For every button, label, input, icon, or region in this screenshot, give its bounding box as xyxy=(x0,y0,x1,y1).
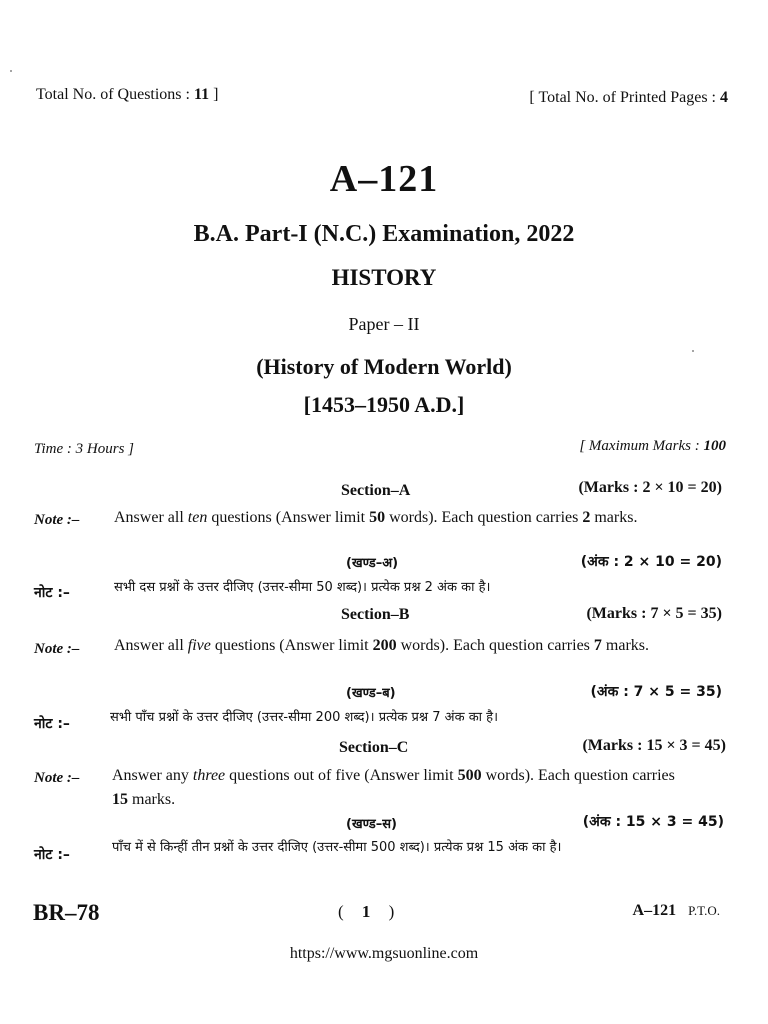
total-pages-bracket: [ xyxy=(529,89,535,106)
section-b-title-hindi: (खण्ड–ब) xyxy=(346,686,396,701)
website-url: https://www.mgsuonline.com xyxy=(289,945,479,962)
note-marks: 15 xyxy=(112,791,128,808)
note-text: marks. xyxy=(590,509,638,526)
total-questions xyxy=(36,86,218,104)
note-word-limit: 500 xyxy=(457,767,482,784)
footer-paper-code-value: A–121 xyxy=(632,902,677,919)
section-c-note-label: Note :– xyxy=(34,770,80,786)
section-a-note xyxy=(114,506,694,530)
note-text: Answer all xyxy=(114,509,188,526)
note-text: marks. xyxy=(128,791,176,808)
page-number xyxy=(338,902,394,922)
note-word-limit: 50 xyxy=(369,509,386,526)
section-b-note-label: Note :– xyxy=(34,641,80,657)
section-a-marks-hindi: (अंक : 2 × 10 = 20) xyxy=(580,554,722,570)
page-number-open: ( xyxy=(338,902,344,921)
note-text: words). Each question carries xyxy=(396,637,594,654)
note-word-limit: 200 xyxy=(372,637,397,654)
paper-title: (History of Modern World) xyxy=(256,354,512,379)
note-text: words). Each question carries xyxy=(481,767,675,784)
note-marks: 7 xyxy=(593,637,602,654)
note-text: questions (Answer limit xyxy=(207,509,370,526)
maximum-marks-label: [ Maximum Marks : xyxy=(579,438,700,454)
note-text: Answer all xyxy=(114,637,188,654)
section-c-marks: (Marks : 15 × 3 = 45) xyxy=(582,737,726,754)
section-b-note-label-hindi: नोट :– xyxy=(34,716,70,732)
section-b-note-hindi: सभी पाँच प्रश्नों के उत्तर दीजिए (उत्तर-सीमा 200 शब्द)। प्रत्येक प्रश्न 7 अंक का है। xyxy=(110,710,499,725)
section-a-note-label-hindi: नोट :– xyxy=(34,585,70,601)
exam-name: B.A. Part-I (N.C.) Examination, 2022 xyxy=(193,221,575,247)
footer-code: BR–78 xyxy=(33,900,100,925)
note-marks: 2 xyxy=(582,509,591,526)
section-b-note xyxy=(114,634,694,658)
section-c-title-hindi: (खण्ड–स) xyxy=(346,817,397,832)
section-b-marks-hindi: (अंक : 7 × 5 = 35) xyxy=(590,684,722,700)
note-text: questions (Answer limit xyxy=(210,637,373,654)
section-c-note-label-hindi: नोट :– xyxy=(34,847,70,863)
note-text: Answer any xyxy=(112,767,193,784)
note-emphasis: ten xyxy=(187,509,208,526)
period: [1453–1950 A.D.] xyxy=(303,392,465,417)
section-a-marks: (Marks : 2 × 10 = 20) xyxy=(578,479,722,496)
note-emphasis: five xyxy=(187,637,211,654)
note-text: questions out of five (Answer limit xyxy=(225,767,458,784)
total-questions-bracket: ] xyxy=(213,86,219,103)
maximum-marks-value: 100 xyxy=(703,438,726,454)
section-b-title: Section–B xyxy=(341,606,410,623)
note-emphasis: three xyxy=(192,767,226,784)
section-c-note xyxy=(112,764,692,812)
total-questions-label: Total No. of Questions : xyxy=(36,86,190,103)
section-c-title: Section–C xyxy=(339,739,409,756)
section-a-note-label: Note :– xyxy=(34,512,80,528)
section-c-marks-hindi: (अंक : 15 × 3 = 45) xyxy=(582,814,724,830)
scan-speck xyxy=(10,70,12,72)
time-allowed: Time : 3 Hours ] xyxy=(34,441,135,457)
paper-number: Paper – II xyxy=(348,314,420,334)
page-number-close: ) xyxy=(388,902,395,921)
section-a-title: Section–A xyxy=(341,482,411,499)
subject: HISTORY xyxy=(331,265,437,290)
note-text: words). Each question carries xyxy=(385,509,583,526)
section-a-note-hindi: सभी दस प्रश्नों के उत्तर दीजिए (उत्तर-सीमा 50 शब्द)। प्रत्येक प्रश्न 2 अंक का है। xyxy=(114,580,491,595)
total-pages-count: 4 xyxy=(720,89,728,106)
page-number-value: 1 xyxy=(361,902,371,921)
note-text: marks. xyxy=(601,637,649,654)
section-c-note-hindi: पाँच में से किन्हीं तीन प्रश्नों के उत्तर दीजिए (उत्तर-सीमा 500 शब्द)। प्रत्येक प्रश्न 15 अंक का है। xyxy=(112,840,562,855)
section-b-marks: (Marks : 7 × 5 = 35) xyxy=(586,605,722,622)
maximum-marks xyxy=(579,438,726,455)
scan-speck xyxy=(692,350,694,352)
pto-label: P.T.O. xyxy=(688,903,720,918)
footer-paper-code xyxy=(633,902,720,920)
total-pages xyxy=(529,89,728,107)
total-pages-label: Total No. of Printed Pages : xyxy=(538,89,716,106)
total-questions-count: 11 xyxy=(193,86,210,103)
paper-code: A–121 xyxy=(329,158,439,200)
section-a-title-hindi: (खण्ड–अ) xyxy=(346,556,399,571)
